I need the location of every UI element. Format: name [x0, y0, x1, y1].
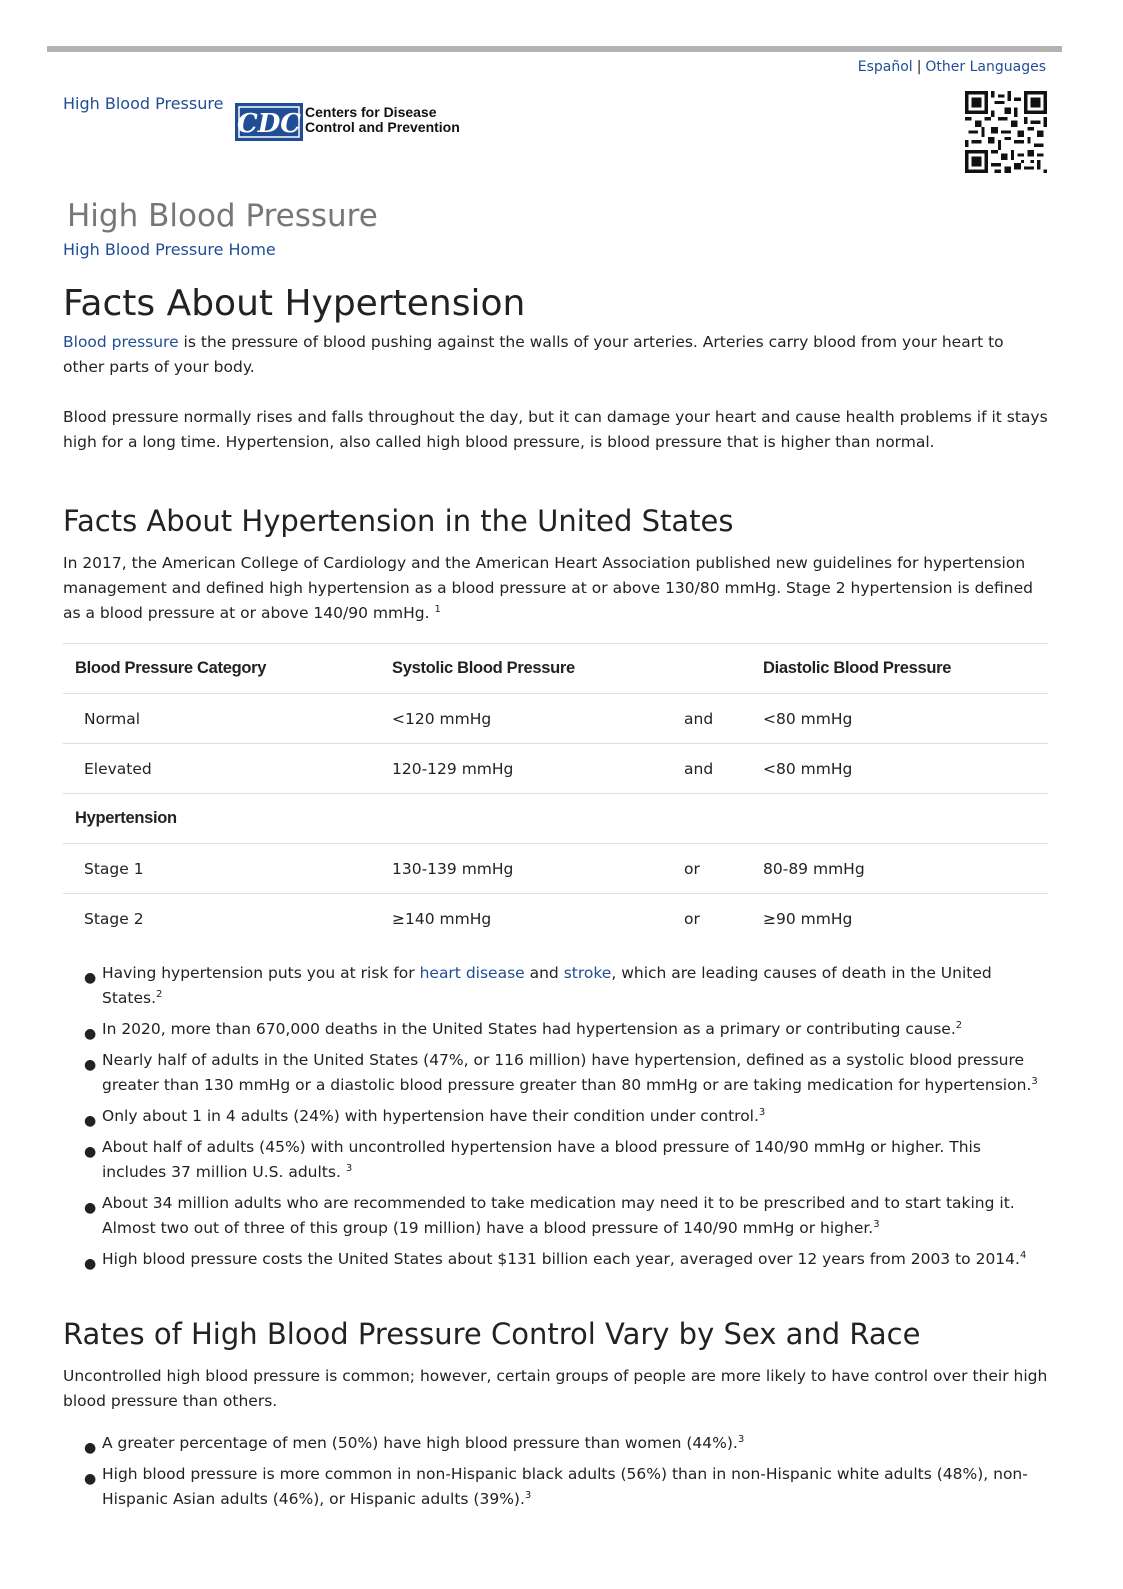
list-item [63, 1247, 1048, 1272]
logo-line-1: Centers for Disease [305, 104, 437, 120]
list-item-text: High blood pressure is more common in non-Hispanic black adults (56%) than in non-Hispanic white adults (48%), non-Hispanic Asian adults (46%), or Hispanic adults (39%). [102, 1465, 1028, 1508]
bp-category-table [63, 643, 1048, 943]
table-cell: <80 mmHg [763, 694, 1048, 744]
bullet-icon: ● [84, 1057, 97, 1073]
list-item-text: About half of adults (45%) with uncontrolled hypertension have a blood pressure of 140/90 mmHg or higher. This includes 37 million U.S. adults. [102, 1138, 981, 1181]
bullet-icon: ● [84, 1256, 97, 1272]
language-links [858, 59, 1046, 75]
header-category: Blood Pressure Category [63, 644, 392, 694]
rates-paragraph: Uncontrolled high blood pressure is common; however, certain groups of people are more likely to have control over their high blood pressure than others. [63, 1367, 1048, 1410]
footnote-ref: 3 [737, 1433, 745, 1445]
table-cell: or [684, 894, 763, 944]
logo-line-2: Control and Prevention [305, 119, 460, 135]
us-facts-paragraph [63, 551, 1048, 626]
header-connector [684, 644, 763, 694]
table-cell: ≥90 mmHg [763, 894, 1048, 944]
language-separator: | [916, 59, 922, 75]
footnote-ref: 3 [345, 1162, 353, 1174]
list-item-text: and [524, 964, 564, 982]
bullet-icon: ● [84, 1200, 97, 1216]
us-facts-list [63, 961, 1048, 1272]
espanol-link[interactable]: Español [857, 59, 913, 75]
footnote-ref: 3 [524, 1489, 532, 1501]
list-item-text: Nearly half of adults in the United States (47%, or 116 million) have hypertension, defined as a systolic blood pressure greater than 130 mmHg or a diastolic blood pressure greater than 80 mmHg or are taking medication for hypertension. [102, 1051, 1032, 1094]
blood-pressure-link[interactable]: Blood pressure [63, 333, 179, 351]
header-systolic: Systolic Blood Pressure [392, 644, 684, 694]
table-cell: <80 mmHg [763, 744, 1048, 794]
header-diastolic: Diastolic Blood Pressure [763, 644, 1048, 694]
site-name-link[interactable]: High Blood Pressure [63, 94, 224, 113]
list-item [63, 961, 1048, 1011]
table-row [63, 744, 1048, 794]
heart-disease-link[interactable]: heart disease [419, 964, 525, 982]
list-item [63, 1104, 1048, 1129]
cdc-logo-mark: CDC [237, 109, 301, 139]
other-languages-link[interactable]: Other Languages [925, 59, 1046, 75]
home-link[interactable]: High Blood Pressure Home [63, 240, 276, 259]
table-row [63, 694, 1048, 744]
list-item [63, 1135, 1048, 1185]
footnote-ref: 3 [873, 1218, 880, 1230]
us-facts-paragraph-text: In 2017, the American College of Cardiology and the American Heart Association published new guidelines for hypertension management and defined high hypertension as a blood pressure at or above 130/80 mmHg. Stage 2 hypertension is defined as a blood pressure at or above 140/90 mmHg. [63, 554, 1033, 622]
table-cell: Normal [63, 694, 392, 744]
bullet-icon: ● [84, 970, 97, 986]
section-title: High Blood Pressure [67, 198, 378, 234]
footnote-ref: 3 [758, 1106, 766, 1118]
footnote-ref: 3 [1031, 1075, 1038, 1087]
bullet-icon: ● [84, 1026, 97, 1042]
list-item-text: Having hypertension puts you at risk for [102, 964, 420, 982]
bullet-icon: ● [84, 1113, 97, 1129]
list-item-text: Only about 1 in 4 adults (24%) with hypertension have their condition under control. [102, 1107, 759, 1125]
table-cell: ≥140 mmHg [392, 894, 684, 944]
main-content [63, 282, 1048, 1518]
table-cell: and [684, 694, 763, 744]
list-item-text: In 2020, more than 670,000 deaths in the United States had hypertension as a primary or contributing cause. [102, 1020, 956, 1038]
bullet-icon: ● [84, 1440, 97, 1456]
table-row [63, 894, 1048, 944]
us-facts-heading: Facts About Hypertension in the United States [63, 504, 734, 538]
list-item [63, 1462, 1048, 1512]
list-item-text: High blood pressure costs the United States about $131 billion each year, averaged over 12 years from 2003 to 2014. [102, 1250, 1020, 1268]
list-item [63, 1431, 1048, 1456]
table-cell: 120-129 mmHg [392, 744, 684, 794]
list-item [63, 1048, 1048, 1098]
rates-heading: Rates of High Blood Pressure Control Vary by Sex and Race [63, 1317, 921, 1351]
rates-list [63, 1431, 1048, 1512]
top-divider [47, 46, 1062, 52]
list-item-text: About 34 million adults who are recommended to take medication may need it to be prescribed and to start taking it. Almost two out of three of this group (19 million) have a blood pressure of 140/90 mmHg or higher. [102, 1194, 1015, 1237]
table-cell: or [684, 844, 763, 894]
table-cell: and [684, 744, 763, 794]
page-title: Facts About Hypertension [63, 283, 526, 324]
table-cell: 80-89 mmHg [763, 844, 1048, 894]
stroke-link[interactable]: stroke [563, 964, 612, 982]
footnote-ref: 2 [156, 988, 163, 1000]
bullet-icon: ● [84, 1471, 97, 1487]
list-item [63, 1191, 1048, 1241]
footnote-ref: 1 [434, 603, 441, 615]
table-cell: <120 mmHg [392, 694, 684, 744]
intro-paragraph-2: Blood pressure normally rises and falls throughout the day, but it can damage your heart and cause health problems if it stays high for a long time. Hypertension, also called high blood pressure, is blood pressure that is higher than normal. [63, 408, 1048, 451]
bullet-icon: ● [84, 1144, 97, 1160]
table-row [63, 844, 1048, 894]
list-item-text: A greater percentage of men (50%) have high blood pressure than women (44%). [102, 1434, 738, 1452]
table-cell: Stage 1 [63, 844, 392, 894]
table-cell: 130-139 mmHg [392, 844, 684, 894]
table-group-row [63, 794, 1048, 844]
list-item [63, 1017, 1048, 1042]
qr-code-icon [965, 91, 1047, 173]
cdc-logo[interactable] [235, 101, 475, 143]
intro-paragraph-1 [63, 330, 1048, 380]
group-label-hypertension: Hypertension [63, 794, 1048, 844]
footnote-ref: 2 [955, 1019, 963, 1031]
table-header-row [63, 644, 1048, 694]
table-cell: Elevated [63, 744, 392, 794]
intro-paragraph-1-text: is the pressure of blood pushing against the walls of your arteries. Arteries carry blood from your heart to other parts of your body. [63, 333, 1004, 376]
list-item-text: , which are leading causes of death in the United States. [102, 964, 992, 1007]
table-cell: Stage 2 [63, 894, 392, 944]
footnote-ref: 4 [1019, 1249, 1027, 1261]
